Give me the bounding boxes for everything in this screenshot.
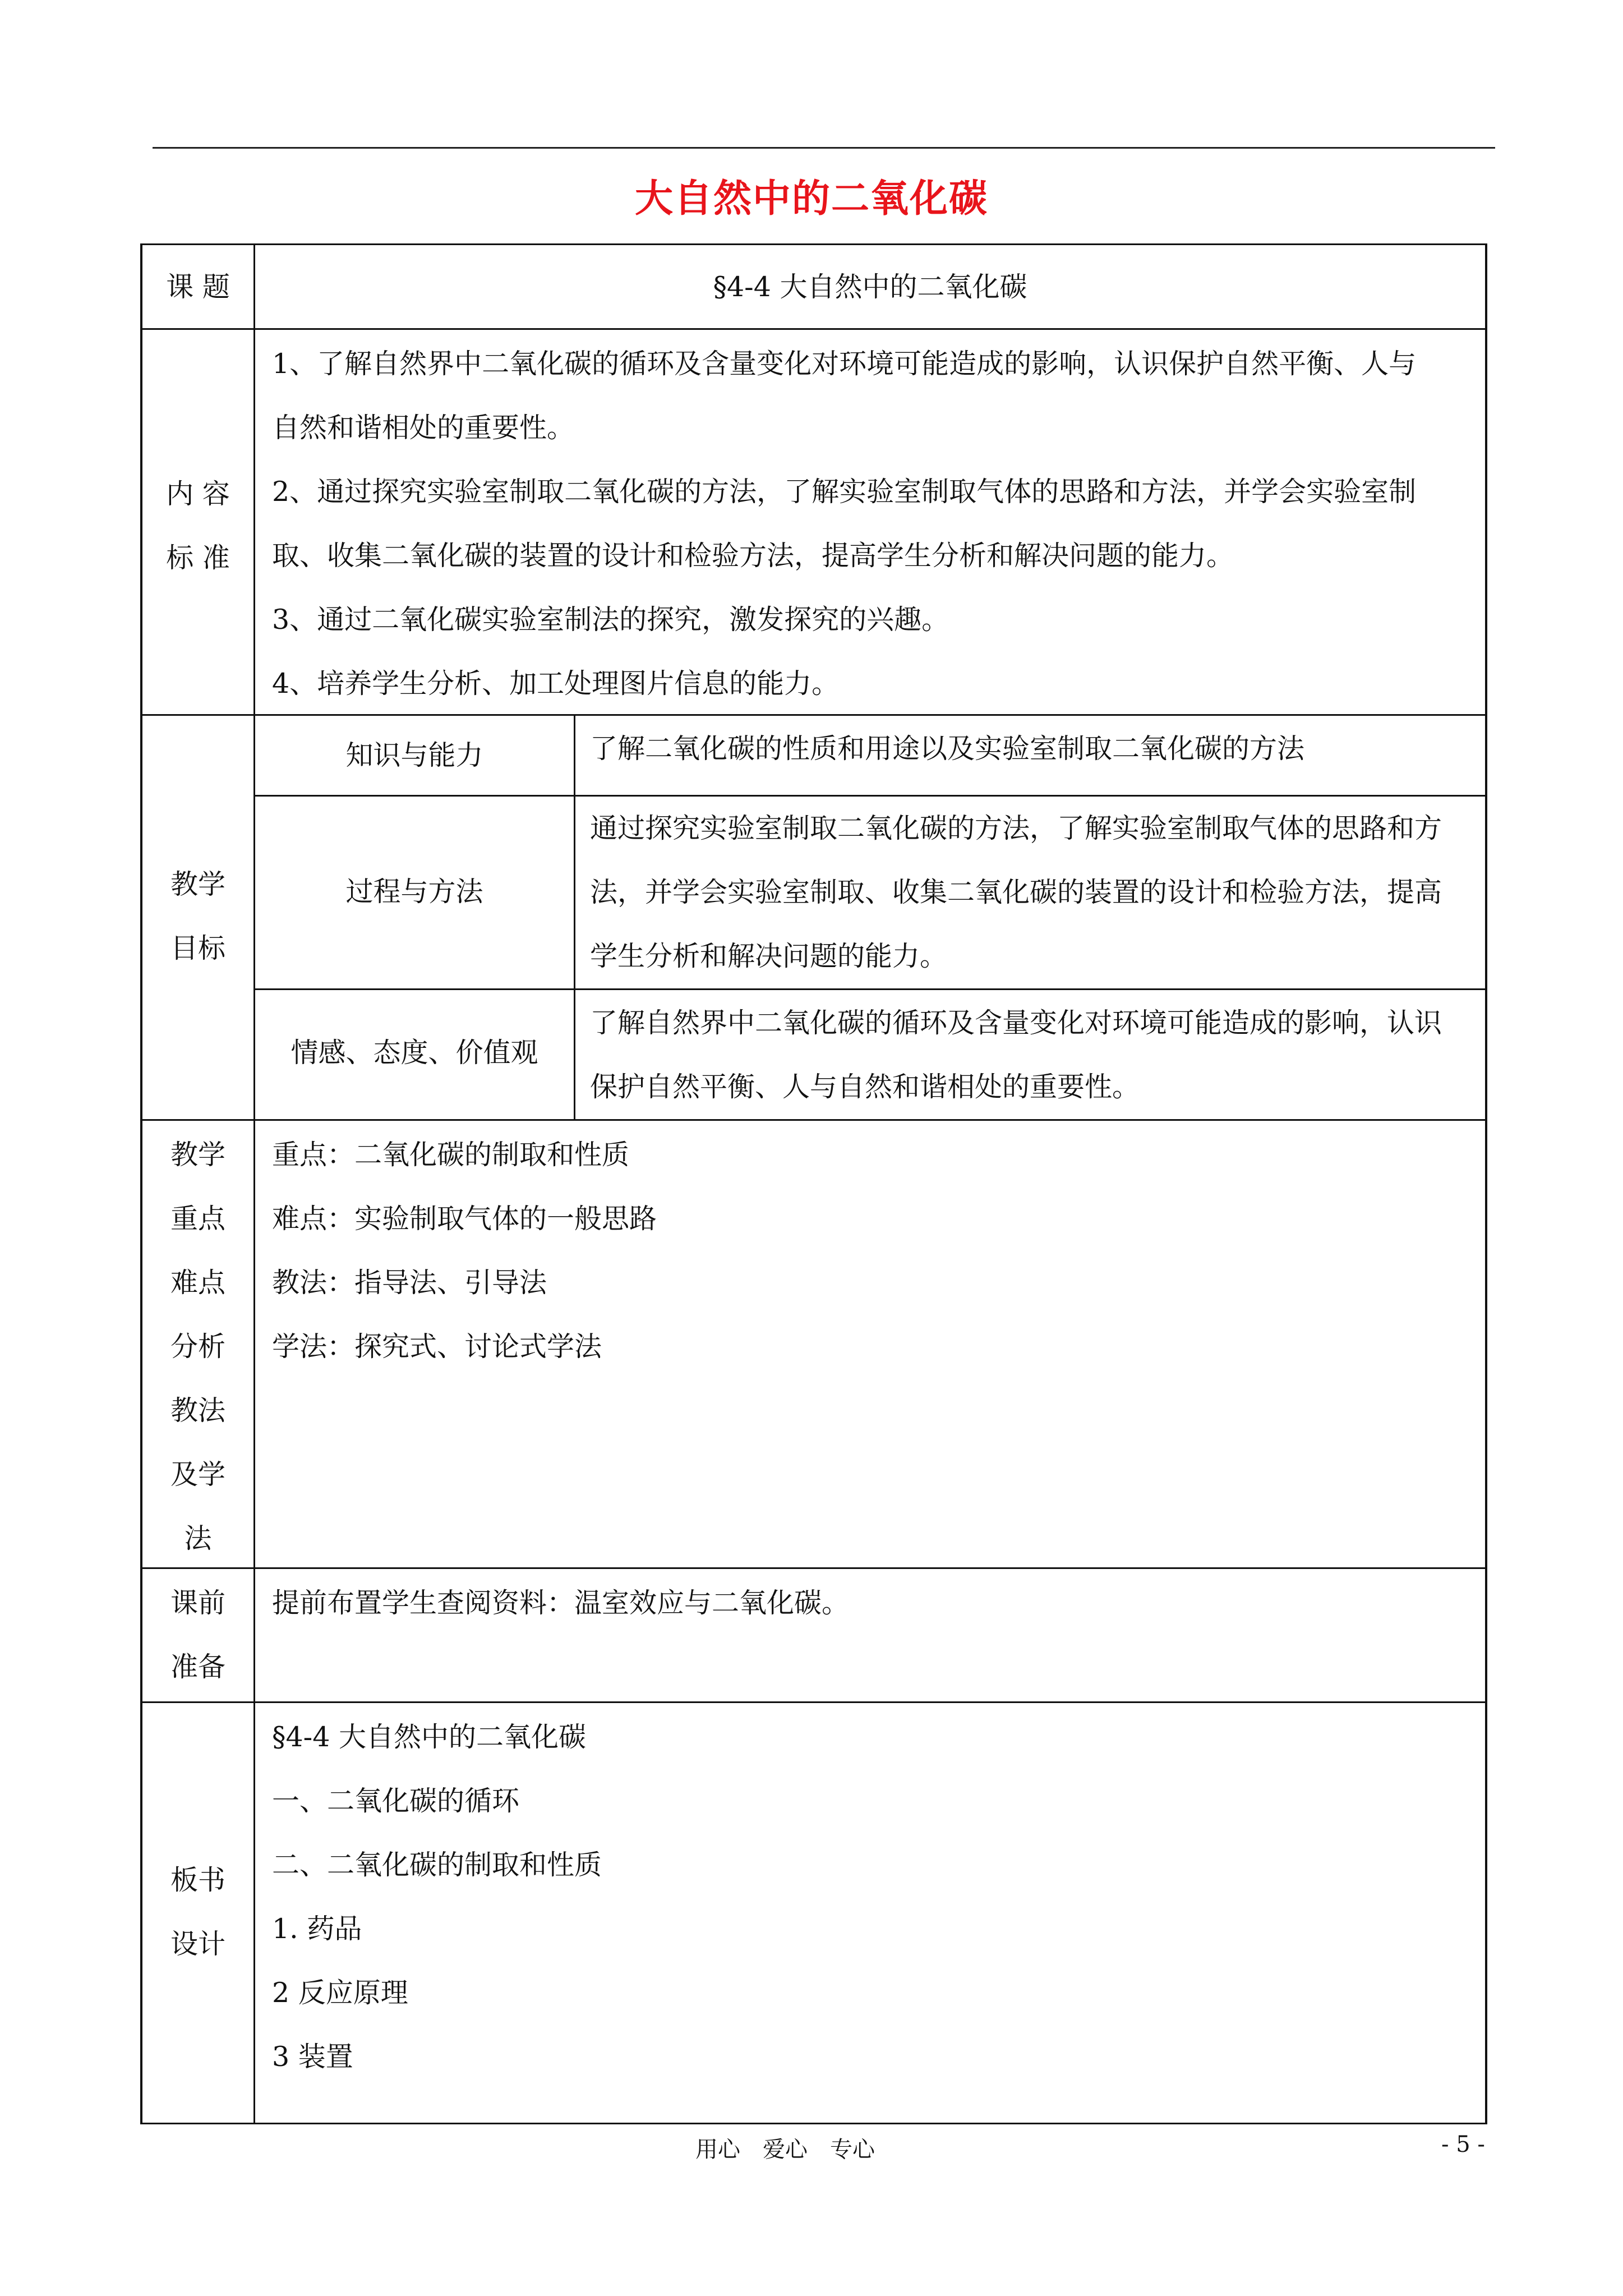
key-points-label: 难点 xyxy=(170,1267,225,1299)
key-point-line: 教法：指导法、引导法 xyxy=(272,1267,547,1299)
goal-text-process: 法，并学会实验室制取、收集二氧化碳的装置的设计和检验方法，提高 xyxy=(590,876,1442,908)
teaching-goals-label-1: 教学 xyxy=(170,868,225,900)
page-title: 大自然中的二氧化碳 xyxy=(634,177,988,221)
key-point-line: 重点：二氧化碳的制取和性质 xyxy=(272,1139,630,1171)
preparation-label-2: 准备 xyxy=(170,1651,225,1683)
key-point-line: 学法：探究式、讨论式学法 xyxy=(272,1331,602,1363)
teaching-goals-label-2: 目标 xyxy=(170,932,225,964)
goal-name-knowledge: 知识与能力 xyxy=(345,739,483,771)
footer-motto: 用心 爱心 专心 xyxy=(695,2137,875,2162)
goal-name-attitude: 情感、态度、价值观 xyxy=(291,1037,538,1069)
key-points-label: 教学 xyxy=(170,1139,225,1171)
content-standard-line: 2、通过探究实验室制取二氧化碳的方法，了解实验室制取气体的思路和方法，并学会实验室制 xyxy=(272,476,1417,508)
board-design-line: §4-4 大自然中的二氧化碳 xyxy=(272,1721,586,1753)
content-standard-line: 取、收集二氧化碳的装置的设计和检验方法，提高学生分析和解决问题的能力。 xyxy=(272,540,1234,572)
key-point-line: 难点：实验制取气体的一般思路 xyxy=(272,1203,657,1235)
content-standard-line: 自然和谐相处的重要性。 xyxy=(272,412,575,444)
content-standard-line: 1、了解自然界中二氧化碳的循环及含量变化对环境可能造成的影响，认识保护自然平衡、人与 xyxy=(272,348,1417,380)
content-standard-label-1: 内 容 xyxy=(166,478,230,510)
preparation-label-1: 课前 xyxy=(170,1587,225,1619)
board-design-line: 2 反应原理 xyxy=(272,1977,408,2009)
goal-text-attitude: 保护自然平衡、人与自然和谐相处的重要性。 xyxy=(590,1071,1140,1103)
key-points-label: 法 xyxy=(184,1522,212,1554)
key-points-label: 教法 xyxy=(170,1395,225,1427)
board-design-line: 1. 药品 xyxy=(272,1913,362,1945)
board-design-line: 二、二氧化碳的制取和性质 xyxy=(272,1849,602,1881)
key-points-label: 及学 xyxy=(170,1458,225,1490)
goal-text-process: 通过探究实验室制取二氧化碳的方法，了解实验室制取气体的思路和方 xyxy=(590,812,1442,844)
content-standard-line: 3、通过二氧化碳实验室制法的探究，激发探究的兴趣。 xyxy=(272,604,949,636)
preparation-value: 提前布置学生查阅资料：温室效应与二氧化碳。 xyxy=(272,1587,850,1619)
board-design-label-1: 板书 xyxy=(170,1864,225,1896)
topic-value: §4-4 大自然中的二氧化碳 xyxy=(713,271,1027,303)
content-standard-line: 4、培养学生分析、加工处理图片信息的能力。 xyxy=(272,668,840,700)
board-design-line: 一、二氧化碳的循环 xyxy=(272,1785,520,1817)
key-points-label: 重点 xyxy=(170,1203,225,1235)
goal-text-attitude: 了解自然界中二氧化碳的循环及含量变化对环境可能造成的影响，认识 xyxy=(590,1007,1442,1039)
page-number: - 5 - xyxy=(1441,2132,1485,2157)
goal-name-process: 过程与方法 xyxy=(345,876,483,908)
board-design-label-2: 设计 xyxy=(170,1928,225,1960)
goal-text-knowledge: 了解二氧化碳的性质和用途以及实验室制取二氧化碳的方法 xyxy=(590,733,1305,765)
board-design-line: 3 装置 xyxy=(272,2041,353,2073)
key-points-label: 分析 xyxy=(170,1331,225,1363)
content-standard-label-2: 标 准 xyxy=(166,542,230,574)
goal-text-process: 学生分析和解决问题的能力。 xyxy=(590,940,948,972)
topic-label: 课 题 xyxy=(166,271,230,303)
